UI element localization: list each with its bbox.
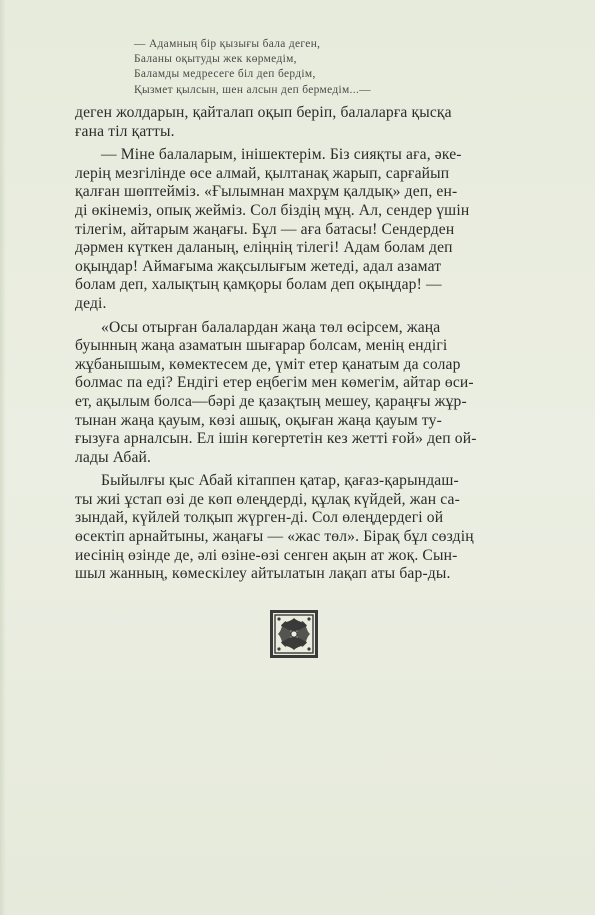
paragraph-continuation [75,104,535,141]
epigraph-line: — Адамның бір қызығы бала деген, [134,38,321,50]
text-line: лерің мезгілінде өсе алмай, қылтанақ жарып, сарғайып [75,164,450,182]
text-line: қалған шөптейміз. «Ғылымнан махрұм қалдық» деп, ен- [75,183,458,201]
epigraph-line: Баламды медресеге біл деп бердім, [134,68,316,81]
text-line: болмас па еді? Ендігі етер еңбегім мен көмегім, айтар өси- [75,374,474,392]
text-line: ты жиі ұстап өзі де көп өлеңдерді, құлақ күйдей, жан са- [75,490,460,508]
vignette-corner-dot [277,647,280,650]
main-text [75,104,535,589]
paragraph-winter-poems [75,472,535,584]
text-line: жұбанышым, көмектесем де, үміт етер қанатым да солар [75,355,461,373]
text-line: лады Абай. [75,448,152,466]
vignette-corner-dot [307,617,310,620]
floral-vignette-icon [269,609,319,659]
text-line: буынның жаңа азаматын шығарар болсам, менің ендігі [75,337,448,355]
paragraph-abai-thought [75,319,535,468]
text-line: ғана тіл қатты. [75,122,175,140]
vignette-corner-dot [277,617,280,620]
text-line: зындай, күйлей толқып жүрген-ді. Сол өлеңдердегі ой [75,509,444,527]
epigraph-line: Баланы оқытуды жек көрмедім, [134,53,297,66]
epigraph-poem [134,37,474,98]
text-line: оқыңдар! Аймағыма жақсылығым жетеді, адал азамат [75,257,442,275]
text-line: — Міне балаларым, інішектерім. Біз сияқты аға, әке- [101,146,462,164]
text-line: тынан жаңа қауым, көзі ашық, оқыған жаңа қауым ту- [75,411,442,429]
text-line: тілегім, айтарым жаңағы. Бұл — аға батасы! Сендерден [75,220,455,238]
text-line: болам деп, халықтың қамқоры болам деп оқыңдар! — [75,276,442,294]
text-line: деді. [75,294,107,312]
vignette-corner-dot [307,647,310,650]
epigraph-line: Қызмет қылсын, шен алсын деп бермедім...— [134,83,371,96]
text-line: иесінің өзінде де, әлі өзіне-өзі сенген ақын ат жоқ. Сын- [75,546,458,564]
text-line: ді өкінеміз, опық жейміз. Сол біздің мұң. Ал, сендер үшін [75,201,470,219]
text-line: ғызуға арналсын. Ел ішін көгертетін кез жетті ғой» деп ой- [75,430,477,448]
floral-vignette-icon [269,609,319,659]
vignette-center-rosette [291,631,297,637]
page-edge-shadow [0,0,6,915]
text-line: шыл жанның, көмескілеу айтылатын лақап аты бар-ды. [75,565,451,583]
text-line: деген жолдарын, қайталап оқып беріп, балаларға қысқа [75,104,452,121]
text-line: ет, ақылым болса—бәрі де қазақтың мешеу, қараңғы жұр- [75,392,467,410]
text-line: «Осы отырған балалардан жаңа төл өсірсем, жаңа [101,318,441,336]
paragraph-abai-speech [75,146,535,313]
text-line: Быйылғы қыс Абай кітаппен қатар, қағаз-қарындаш- [101,472,459,490]
text-line: өсектіп арнайтыны, жаңағы — «жас төл». Бірақ бұл сөздің [75,528,474,546]
text-line: дәрмен күткен даланың, еліңнің тілегі! Адам болам деп [75,239,453,257]
